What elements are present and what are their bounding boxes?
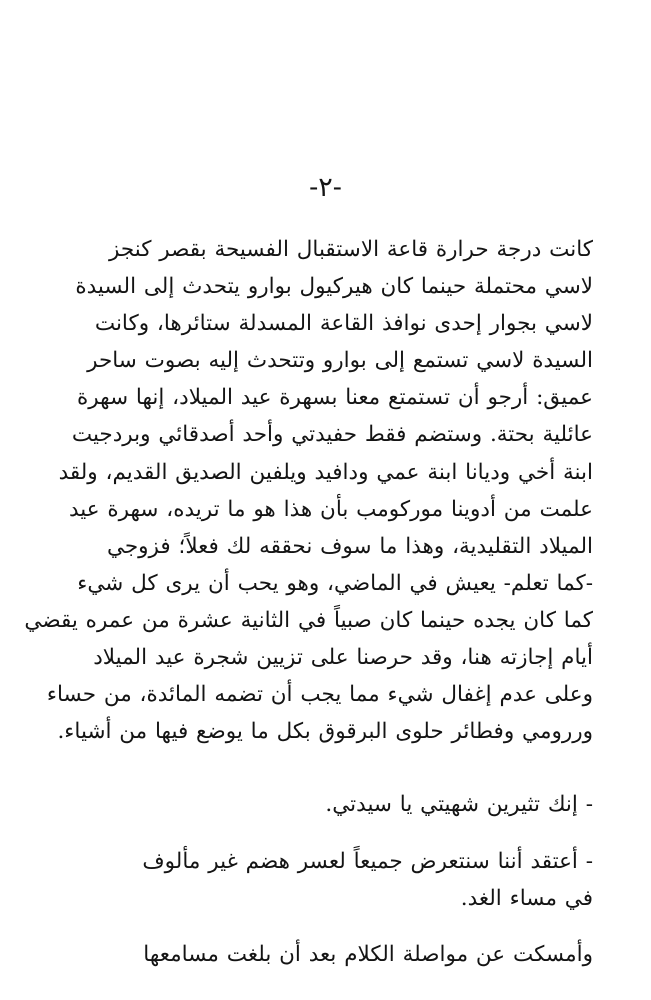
paragraph-2 <box>66 786 593 823</box>
paragraph-line: لاسي محتملة حينما كان هيركيول بوارو يتحدث إلى السيدة <box>75 274 593 300</box>
paragraph-line: - إنك تثيرين شهيتي يا سيدتي. <box>325 792 593 817</box>
paragraph-line: في مساء الغد. <box>460 886 593 912</box>
paragraph-line: علمت من أدوينا موركومب بأن هذا هو ما تريده، سهرة عيد <box>68 496 593 522</box>
paragraph-line: لاسي بجوار إحدى نوافذ القاعة المسدلة ستائرها، وكانت <box>94 311 593 337</box>
paragraph-3 <box>66 843 593 917</box>
paragraph-line: - أعتقد أننا سنتعرض جميعاً لعسر هضم غير مألوف <box>142 849 593 874</box>
paragraph-line: كما كان يجده حينما كان صبياً في الثانية عشرة من عمره يقضي <box>24 607 593 633</box>
paragraph-line: وعلى عدم إغفال شيء مما يجب أن تضمه المائدة، من حساء <box>46 682 593 708</box>
paragraph-4 <box>66 936 593 973</box>
paragraph-line: -كما تعلم- يعيش في الماضي، وهو يحب أن يرى كل شيء <box>77 570 593 596</box>
paragraph-line: كانت درجة حرارة قاعة الاستقبال الفسيحة بقصر كنجز <box>108 237 593 262</box>
paragraph-line: أيام إجازته هنا، وقد حرصنا على تزيين شجرة عيد الميلاد <box>93 645 593 671</box>
paragraph-line: عميق: أرجو أن تستمتع معنا بسهرة عيد الميلاد، إنها سهرة <box>77 385 593 411</box>
chapter-number: -٢- <box>309 172 342 203</box>
paragraph-1 <box>24 231 593 750</box>
paragraph-line: ابنة أخي وديانا ابنة عمي ودافيد ويلفين الصديق القديم، ولقد <box>58 459 593 485</box>
paragraph-line: السيدة لاسي تستمع إلى بوارو وتتحدث إليه بصوت ساحر <box>87 348 593 374</box>
paragraph-line: وأمسكت عن مواصلة الكلام بعد أن بلغت مسامعها <box>143 942 593 967</box>
paragraph-line: الميلاد التقليدية، وهذا ما سوف نحققه لك فعلاً؛ فزوجي <box>106 533 593 559</box>
paragraph-line: عائلية بحتة. وستضم فقط حفيدتي وأحد أصدقائي وبردجيت <box>71 422 593 448</box>
paragraph-line: وررومي وفطائر حلوى البرقوق بكل ما يوضع فيها من أشياء. <box>57 719 593 745</box>
